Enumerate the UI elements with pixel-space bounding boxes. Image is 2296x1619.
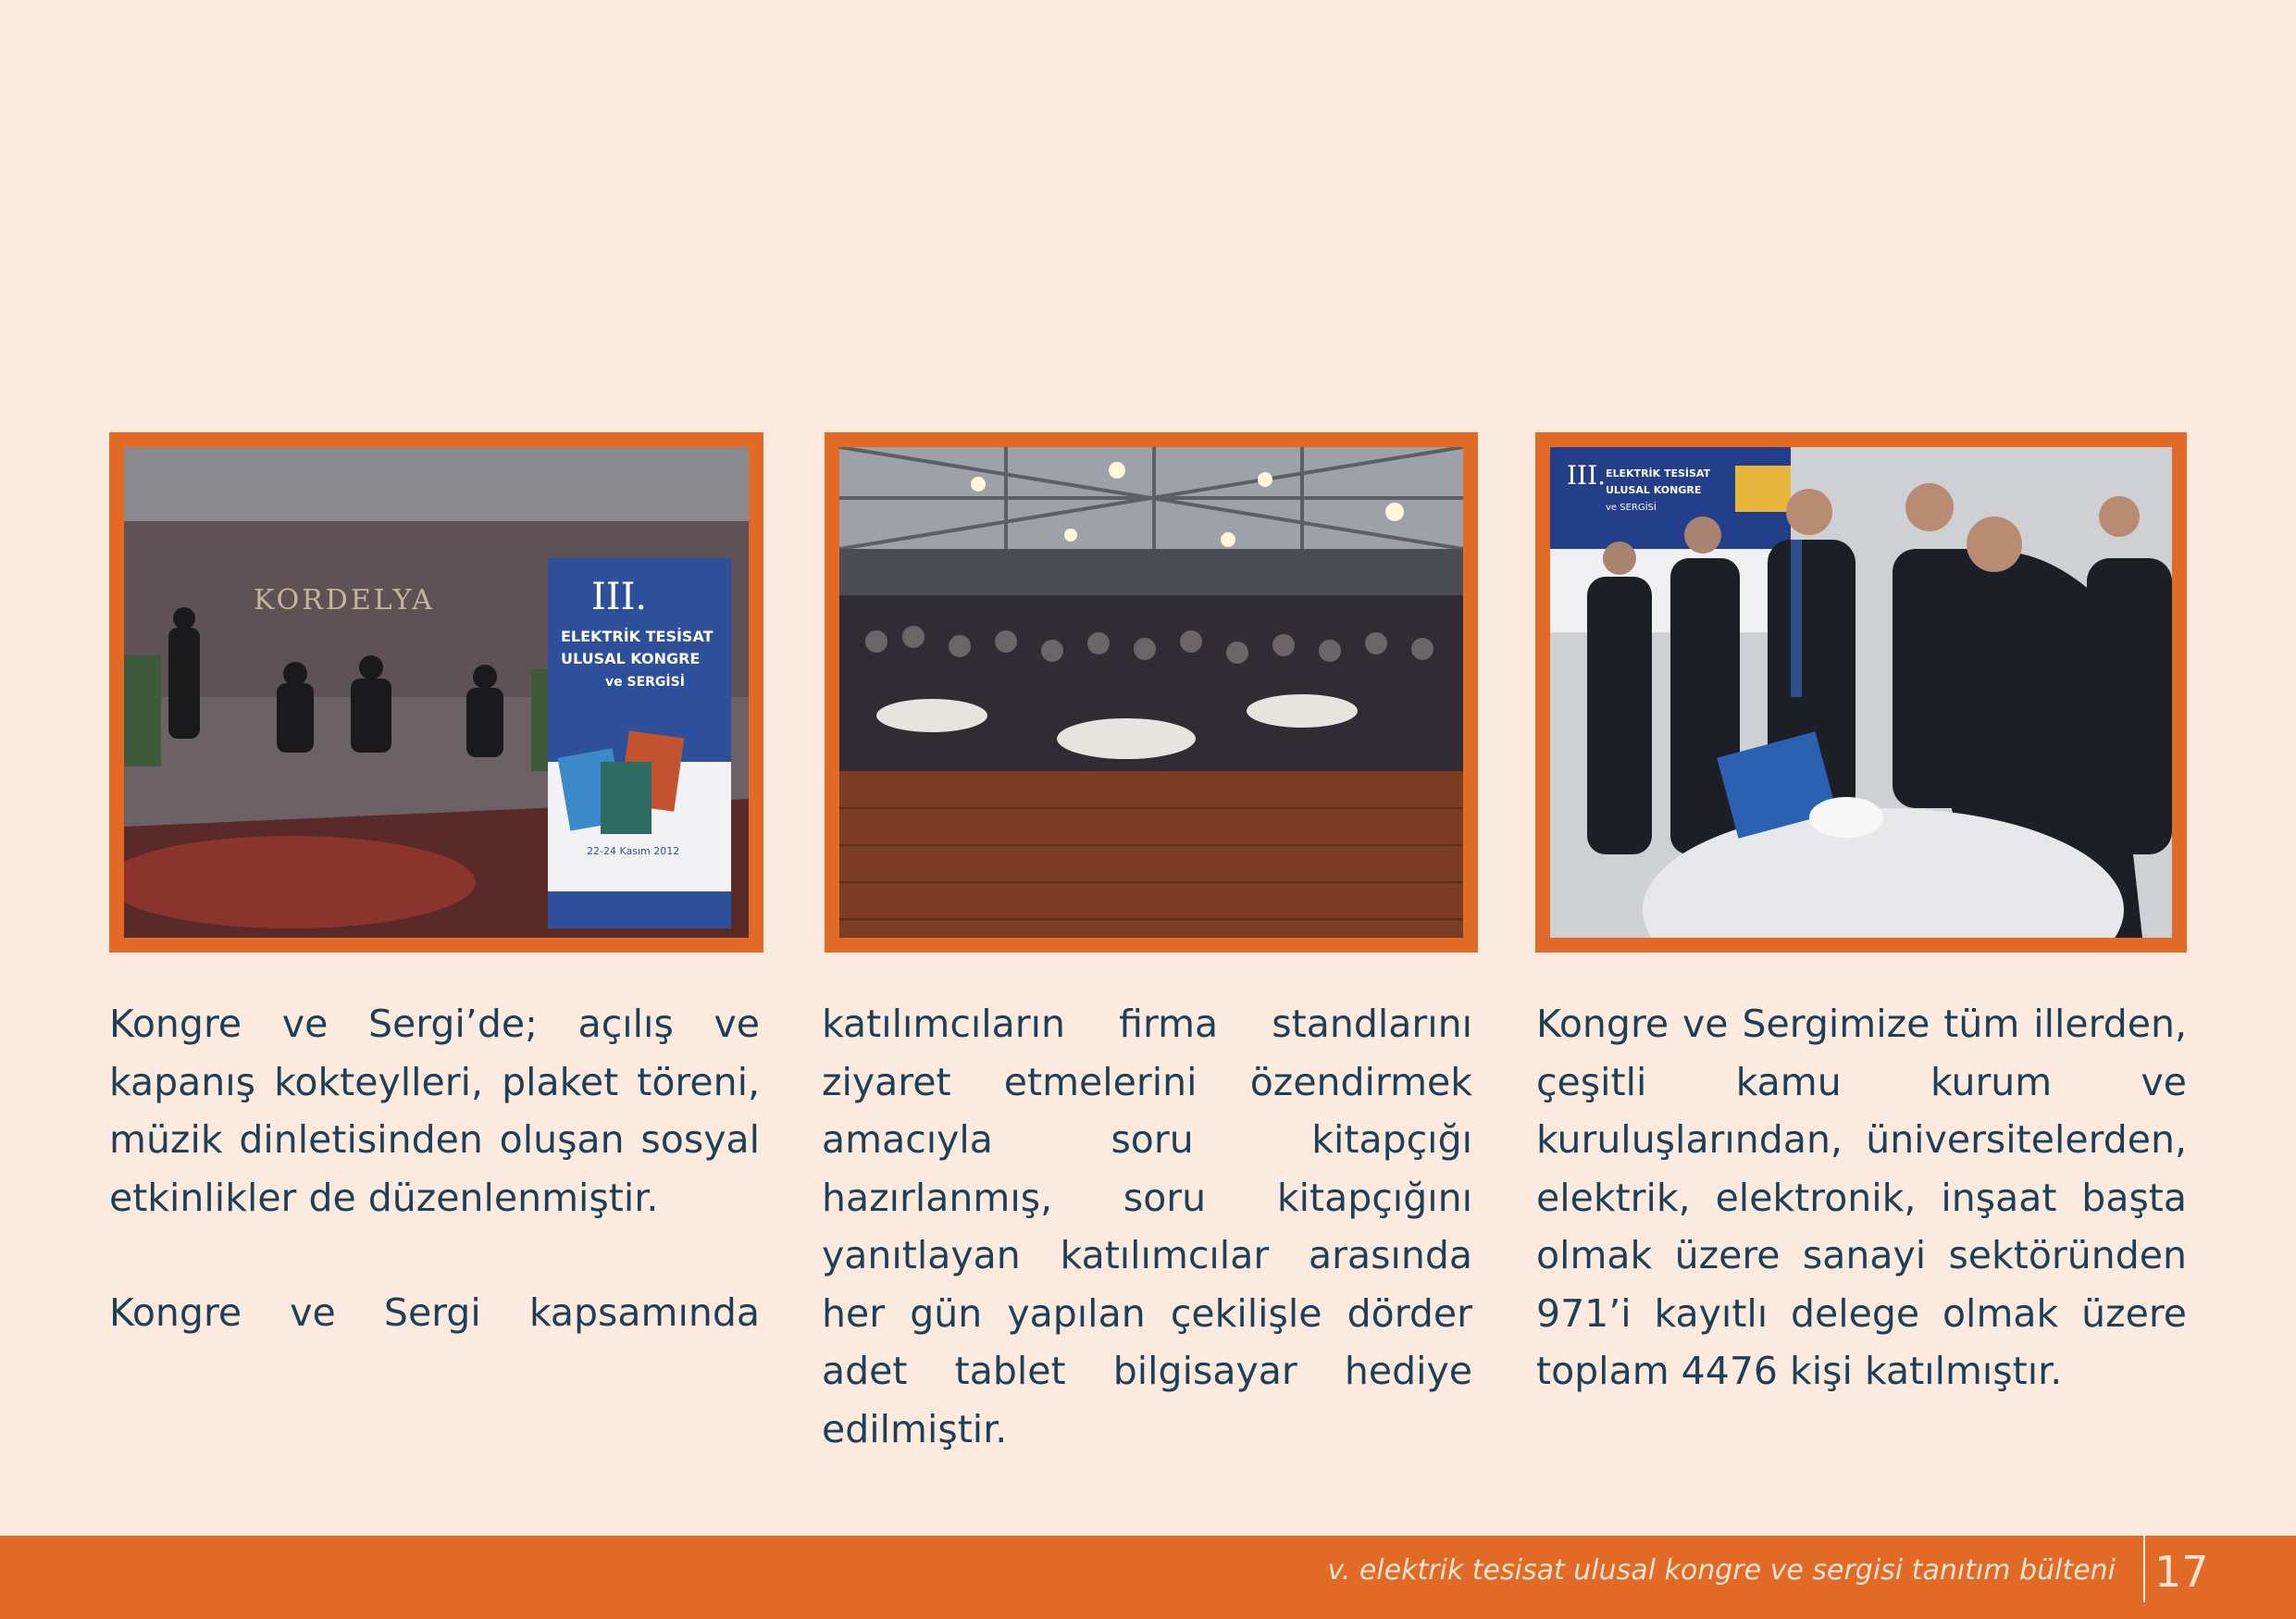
hall-photo bbox=[839, 447, 1463, 938]
paragraph: Kongre ve Sergi’de; açılış ve kapanış kokteylleri, plaket töreni, müzik dinletisinden oluşan sosyal etkinlikler de düzenlenmiştir. bbox=[109, 1002, 760, 1220]
svg-text:ve SERGİSİ: ve SERGİSİ bbox=[605, 675, 685, 690]
footer-divider bbox=[2143, 1536, 2145, 1602]
footer-title: v. elektrik tesisat ulusal kongre ve sergisi tanıtım bülteni bbox=[1327, 1554, 2116, 1587]
svg-text:III.: III. bbox=[1567, 460, 1607, 491]
svg-text:ULUSAL KONGRE: ULUSAL KONGRE bbox=[1606, 484, 1702, 496]
stage-photo bbox=[124, 447, 749, 938]
photo-frame-stand bbox=[1535, 432, 2187, 953]
text-column-3 bbox=[1536, 995, 2187, 1401]
svg-text:ELEKTRİK TESİSAT: ELEKTRİK TESİSAT bbox=[561, 628, 714, 645]
paragraph: Kongre ve Sergi kapsamında bbox=[109, 1290, 760, 1335]
venue-sign: KORDELYA bbox=[254, 584, 435, 616]
paragraph: katılımcıların firma standlarını ziyaret etmelerini özendirmek amacıyla soru kitapçığı hazırlanmış, soru kitapçığını yanıtlayan katılımcılar arasında her gün yapılan çekilişle dörder adet tablet bilgisayar hediye edilmiştir. bbox=[822, 1002, 1472, 1451]
svg-text:22-24 Kasım 2012: 22-24 Kasım 2012 bbox=[587, 845, 680, 857]
footer-bar bbox=[0, 1536, 2296, 1619]
svg-text:III.: III. bbox=[591, 576, 648, 618]
photo-frame-stage bbox=[109, 432, 763, 953]
svg-text:ve SERGİSİ: ve SERGİSİ bbox=[1606, 503, 1657, 513]
svg-text:ELEKTRİK TESİSAT: ELEKTRİK TESİSAT bbox=[1606, 467, 1711, 479]
svg-text:ULUSAL KONGRE: ULUSAL KONGRE bbox=[561, 650, 701, 667]
banner-standee bbox=[548, 558, 731, 928]
photo-frame-hall bbox=[825, 432, 1478, 953]
stand-photo bbox=[1550, 447, 2172, 938]
text-column-2 bbox=[822, 995, 1472, 1458]
page-number: 17 bbox=[2154, 1547, 2209, 1597]
paragraph: Kongre ve Sergimize tüm illerden, çeşitli kamu kurum ve kuruluşlarından, üniversitelerden, elektrik, elektronik, inşaat başta olmak üzere sanayi sektöründen 971’i kayıtlı delege olmak üzere toplam 4476 kişi katılmıştır. bbox=[1536, 1002, 2187, 1393]
text-column-1 bbox=[109, 995, 760, 1342]
